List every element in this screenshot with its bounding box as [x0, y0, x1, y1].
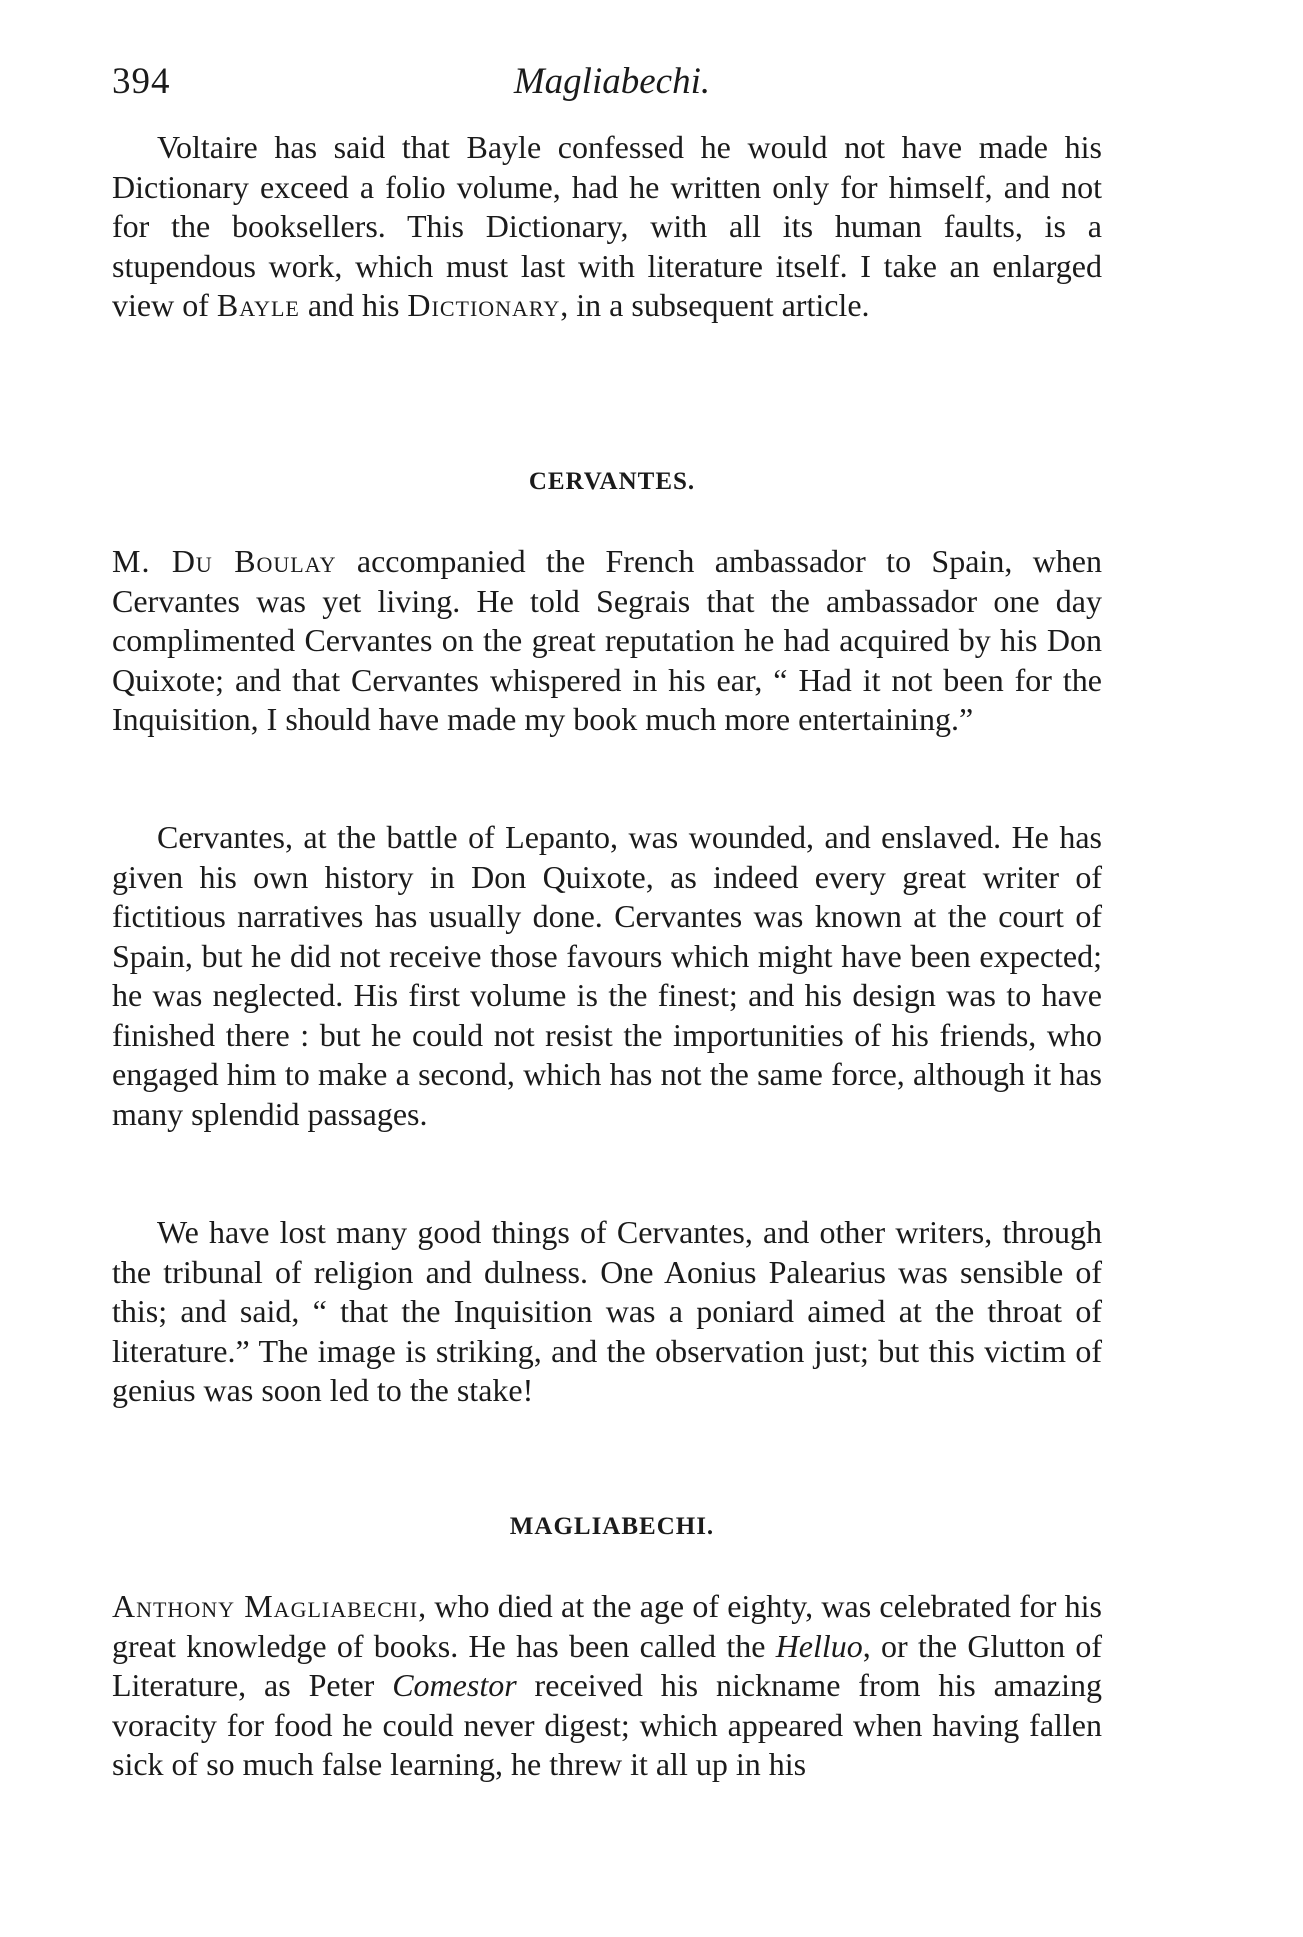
cervantes-p1-text: accompanied the French ambassador to Spain, when Cervantes was yet living. He told Segrais that the ambassador one day complimented Cervantes on the great reputation he had acquired by his Don Quixote; and that Cervantes whispered in his ear, “ Had it not been for the Inquisition, I should have made my book much more entertaining.” — [112, 543, 1103, 737]
magliabechi-text-3: received his nickname from his amazing voracity for food he could never digest; which appeared when having fallen sick of so much false learning, he threw it all up in his — [112, 1667, 1102, 1782]
du-boulay-name: M. Du Boulay — [112, 543, 337, 579]
magliabechi-text-2: , or the Glutton of Literature, as Peter — [112, 1627, 1103, 1703]
magliabechi-name: Anthony Magliabechi — [112, 1588, 419, 1624]
section-heading-magliabechi: MAGLIABECHI. — [509, 1513, 715, 1540]
section-heading-cervantes: CERVANTES. — [528, 468, 696, 495]
bayle-text-3: , in a subsequent article. — [560, 287, 870, 323]
magliabechi-paragraph — [112, 1587, 1102, 1785]
comestor-word: Comestor — [392, 1667, 517, 1703]
page-header — [112, 60, 1112, 120]
cervantes-paragraph-2: Cervantes, at the battle of Lepanto, was wounded, and enslaved. He has given his own history in Don Quixote, as indeed every great writer of fictitious narratives has usually done. Cervantes was known at the court of Spain, but he did not receive those favours which might have been expected; he was neglected. His first volume is the finest; and his design was to have finished there : but he could not resist the importunities of his friends, who engaged him to make a second, which has not the same force, although it has many splendid passages. — [112, 819, 1102, 1132]
helluo-word: Helluo — [775, 1627, 863, 1664]
cervantes-paragraph-1 — [112, 542, 1102, 740]
dictionary-name: Dictionary — [407, 287, 561, 323]
magliabechi-text-1: , who died at the age of eighty, was celebrated for his great knowledge of books. He has been called the — [112, 1588, 1102, 1664]
bayle-text-2: and his — [299, 287, 408, 323]
bayle-text-1: Voltaire has said that Bayle confessed he would not have made his Dictionary exceed a folio volume, had he written only for himself, and not for the booksellers. This Dictionary, with all its human faults, is a stupendous work, which must last with literature itself. I take an enlarged view of — [112, 129, 1102, 323]
page-number: 394 — [112, 61, 171, 102]
bayle-paragraph — [112, 128, 1102, 326]
cervantes-paragraph-3: We have lost many good things of Cervantes, and other writers, through the tribunal of religion and dulness. One Aonius Palearius was sensible of this; and said, “ that the Inquisition was a poniard aimed at the throat of literature.” The image is striking, and the observation just; but this victim of genius was soon led to the stake! — [112, 1214, 1102, 1408]
bayle-name: Bayle — [216, 287, 300, 323]
running-title: Magliabechi. — [513, 61, 711, 102]
